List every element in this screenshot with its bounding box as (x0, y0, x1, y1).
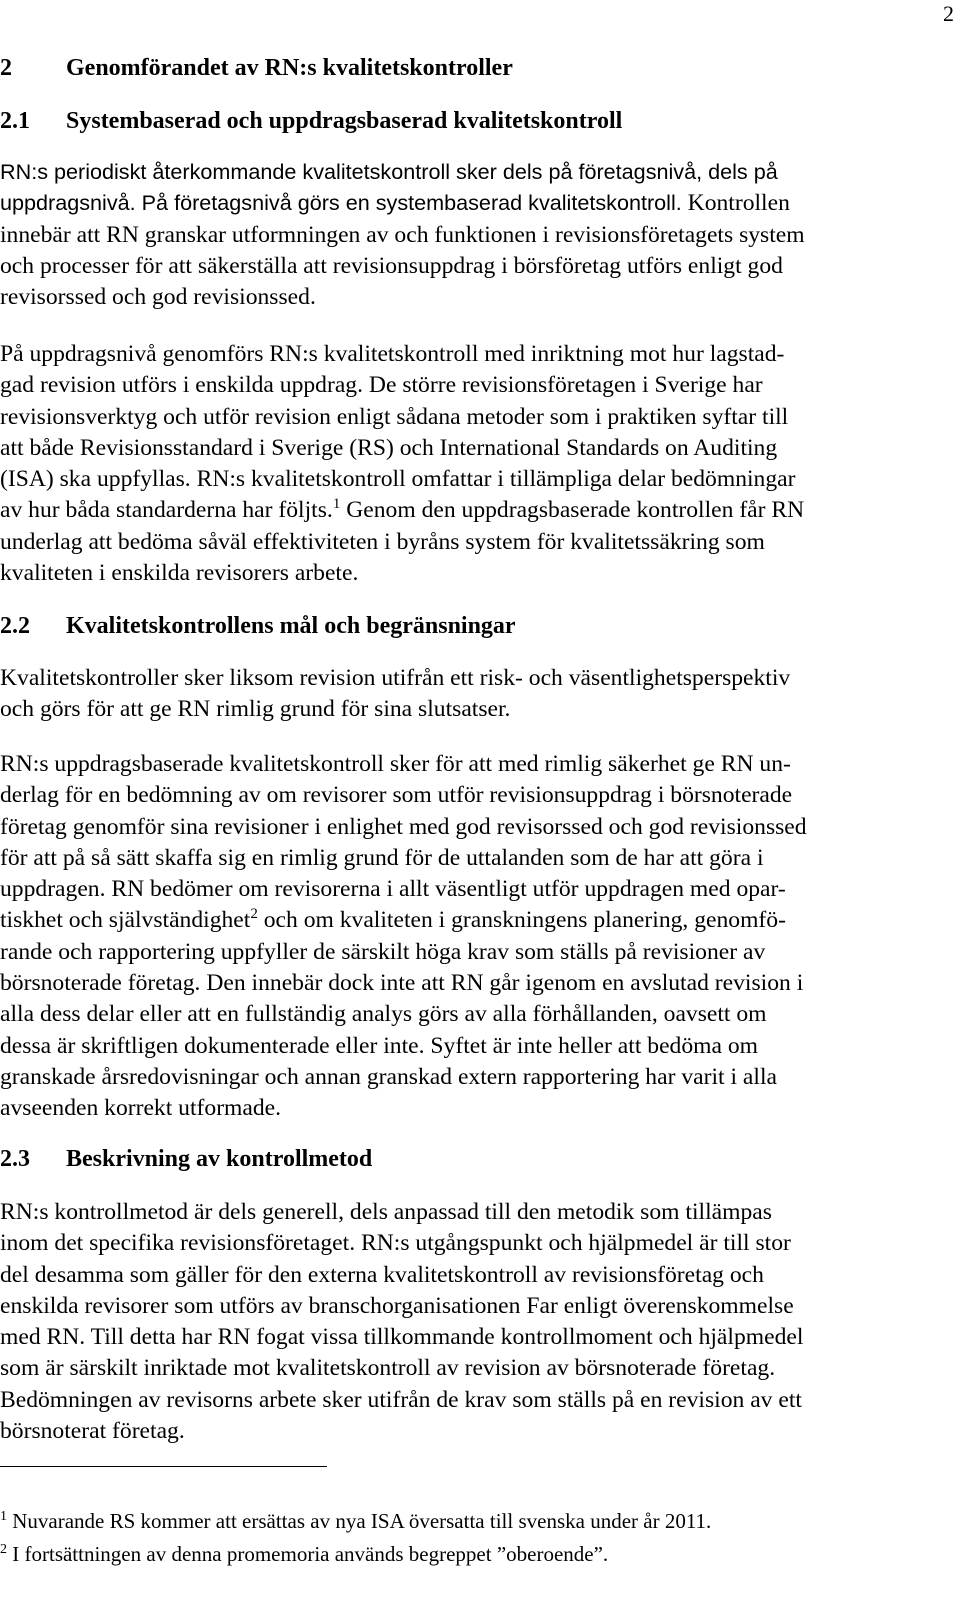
text-segment: tiskhet och självständighet (0, 907, 251, 934)
text-line: och processer för att säkerställa att revisionsuppdrag i börsföretag utförs enligt god (0, 252, 783, 279)
section-number: 2.1 (0, 108, 30, 134)
text-line: RN:s periodiskt återkommande kvalitetskontroll sker dels på företagsnivå, dels på (0, 159, 778, 184)
footnote-2 (0, 1541, 608, 1567)
text-line: och görs för att ge RN rimlig grund för sina slutsatser. (0, 696, 511, 723)
paragraph-2-3-1 (0, 1197, 930, 1447)
text-line: börsnoterade företag. Den innebär dock inte att RN går igenom en avslutad revision i (0, 970, 804, 997)
text-line: revisionsverktyg och utför revision enligt sådana metoder som i praktiken syftar till (0, 403, 789, 430)
footnote-mark: 2 (0, 1542, 7, 1557)
text-line (0, 370, 930, 401)
section-title: Beskrivning av kontrollmetod (66, 1146, 373, 1172)
footnote-ref-2: 2 (250, 906, 258, 923)
text-line: underlag att bedöma såväl effektiviteten i byråns system för kvalitetssäkring som (0, 528, 765, 555)
text-segment: Genom den uppdragsbaserade kontrollen får RN (340, 497, 805, 524)
paragraph-2-2-1 (0, 663, 930, 726)
paragraph-2-1-1 (0, 156, 930, 313)
text-line: RN:s kontrollmetod är dels generell, dels anpassad till den metodik som tillämpas (0, 1199, 772, 1225)
text-line: dessa är skriftligen dokumenterade eller inte. Syftet är inte heller att bedöma om (0, 1032, 759, 1059)
text-segment: gad revision utförs i enskilda uppdrag. (0, 372, 364, 399)
text-line (0, 905, 930, 936)
text-line: derlag för en bedömning av om revisorer som utför revisionsuppdrag i börsnoterade (0, 782, 793, 809)
section-number: 2.3 (0, 1146, 30, 1172)
text-segment: (ISA) ska uppfyllas. (0, 466, 191, 493)
section-title: Systembaserad och uppdragsbaserad kvalitetskontroll (66, 108, 623, 134)
text-line: kvaliteten i enskilda revisorers arbete. (0, 560, 359, 587)
text-segment: och om kvaliteten i granskningens planering, genomfö- (257, 907, 786, 934)
section-title: Kvalitetskontrollens mål och begränsningar (66, 613, 516, 639)
section-number: 2 (0, 55, 12, 81)
text-line: alla dess delar eller att en fullständig analys görs av alla förhållanden, oavsett om (0, 1001, 767, 1028)
text-line (0, 464, 930, 495)
text-segment: av hur båda standarderna har följts. (0, 497, 333, 524)
section-title: Genomförandet av RN:s kvalitetskontroller (66, 55, 513, 81)
text-line: RN:s uppdragsbaserade kvalitetskontroll sker för att med rimlig säkerhet ge RN un- (0, 751, 791, 777)
text-line (0, 495, 930, 526)
text-line: med RN. Till detta har RN fogat vissa tillkommande kontrollmoment och hjälpmedel (0, 1324, 804, 1351)
text-segment: Kontrollen (681, 190, 790, 217)
text-line: avseenden korrekt utformade. (0, 1095, 282, 1122)
paragraph-2-1-2 (0, 339, 930, 589)
text-line: Kvalitetskontroller sker liksom revision utifrån ett risk- och väsentlighetsperspektiv (0, 665, 791, 691)
text-line: företag genomför sina revisioner i enlighet med god revisorssed och god revisionssed (0, 813, 807, 840)
text-line: att både Revisionsstandard i Sverige (RS) och International Standards on Auditing (0, 434, 778, 461)
text-line: som är särskilt inriktade mot kvalitetskontroll av revision av börsnoterade företag. (0, 1355, 776, 1382)
text-line: granskade årsredovisningar och annan granskad extern rapportering har varit i alla (0, 1063, 777, 1090)
footnote-mark: 1 (0, 1509, 7, 1524)
paragraph-2-2-2 (0, 749, 930, 1125)
section-heading-2-3 (0, 1143, 372, 1175)
section-heading-2-1 (0, 105, 622, 137)
text-line: revisorssed och god revisionssed. (0, 284, 316, 311)
text-line: uppdragen. RN bedömer om revisorerna i allt väsentligt utför uppdragen med opar- (0, 876, 786, 903)
section-heading-2-2 (0, 610, 516, 642)
text-line: Bedömningen av revisorns arbete sker utifrån de krav som ställs på en revision av ett (0, 1386, 802, 1413)
text-line: enskilda revisorer som utförs av branschorganisationen Far enligt överenskommelse (0, 1292, 794, 1319)
text-line: börsnoterat företag. (0, 1418, 185, 1445)
section-number: 2.2 (0, 613, 30, 639)
text-segment: uppdragsnivå. På företagsnivå görs en systembaserad kvalitetskontroll. (0, 190, 682, 216)
text-line: för att på så sätt skaffa sig en rimlig grund för de uttalanden som de har att göra i (0, 844, 764, 871)
text-line: inom det specifika revisionsföretaget. RN:s utgångspunkt och hjälpmedel är till stor (0, 1230, 791, 1257)
footnote-1 (0, 1508, 711, 1534)
text-segment: De större revisionsföretagen i Sverige har (363, 372, 763, 399)
footnote-text: I fortsättningen av denna promemoria används begreppet ”oberoende”. (7, 1542, 609, 1566)
page-number: 2 (943, 1, 954, 26)
text-line: del desamma som gäller för den externa kvalitetskontroll av revisionsföretag och (0, 1261, 764, 1288)
text-line: På uppdragsnivå genomförs RN:s kvalitetskontroll med inriktning mot hur lagstad- (0, 341, 785, 367)
section-heading-2 (0, 52, 513, 84)
text-segment: RN:s kvalitetskontroll omfattar i tillämpliga delar bedömningar (190, 466, 796, 493)
text-line (0, 187, 930, 219)
text-line: innebär att RN granskar utformningen av och funktionen i revisionsföretagets system (0, 221, 805, 248)
text-line: rande och rapportering uppfyller de särskilt höga krav som ställs på revisioner av (0, 938, 766, 965)
footnote-text: Nuvarande RS kommer att ersättas av nya ISA översatta till svenska under år 2011. (7, 1509, 712, 1533)
footnote-separator (0, 1466, 327, 1467)
footnote-ref-1: 1 (332, 496, 341, 513)
